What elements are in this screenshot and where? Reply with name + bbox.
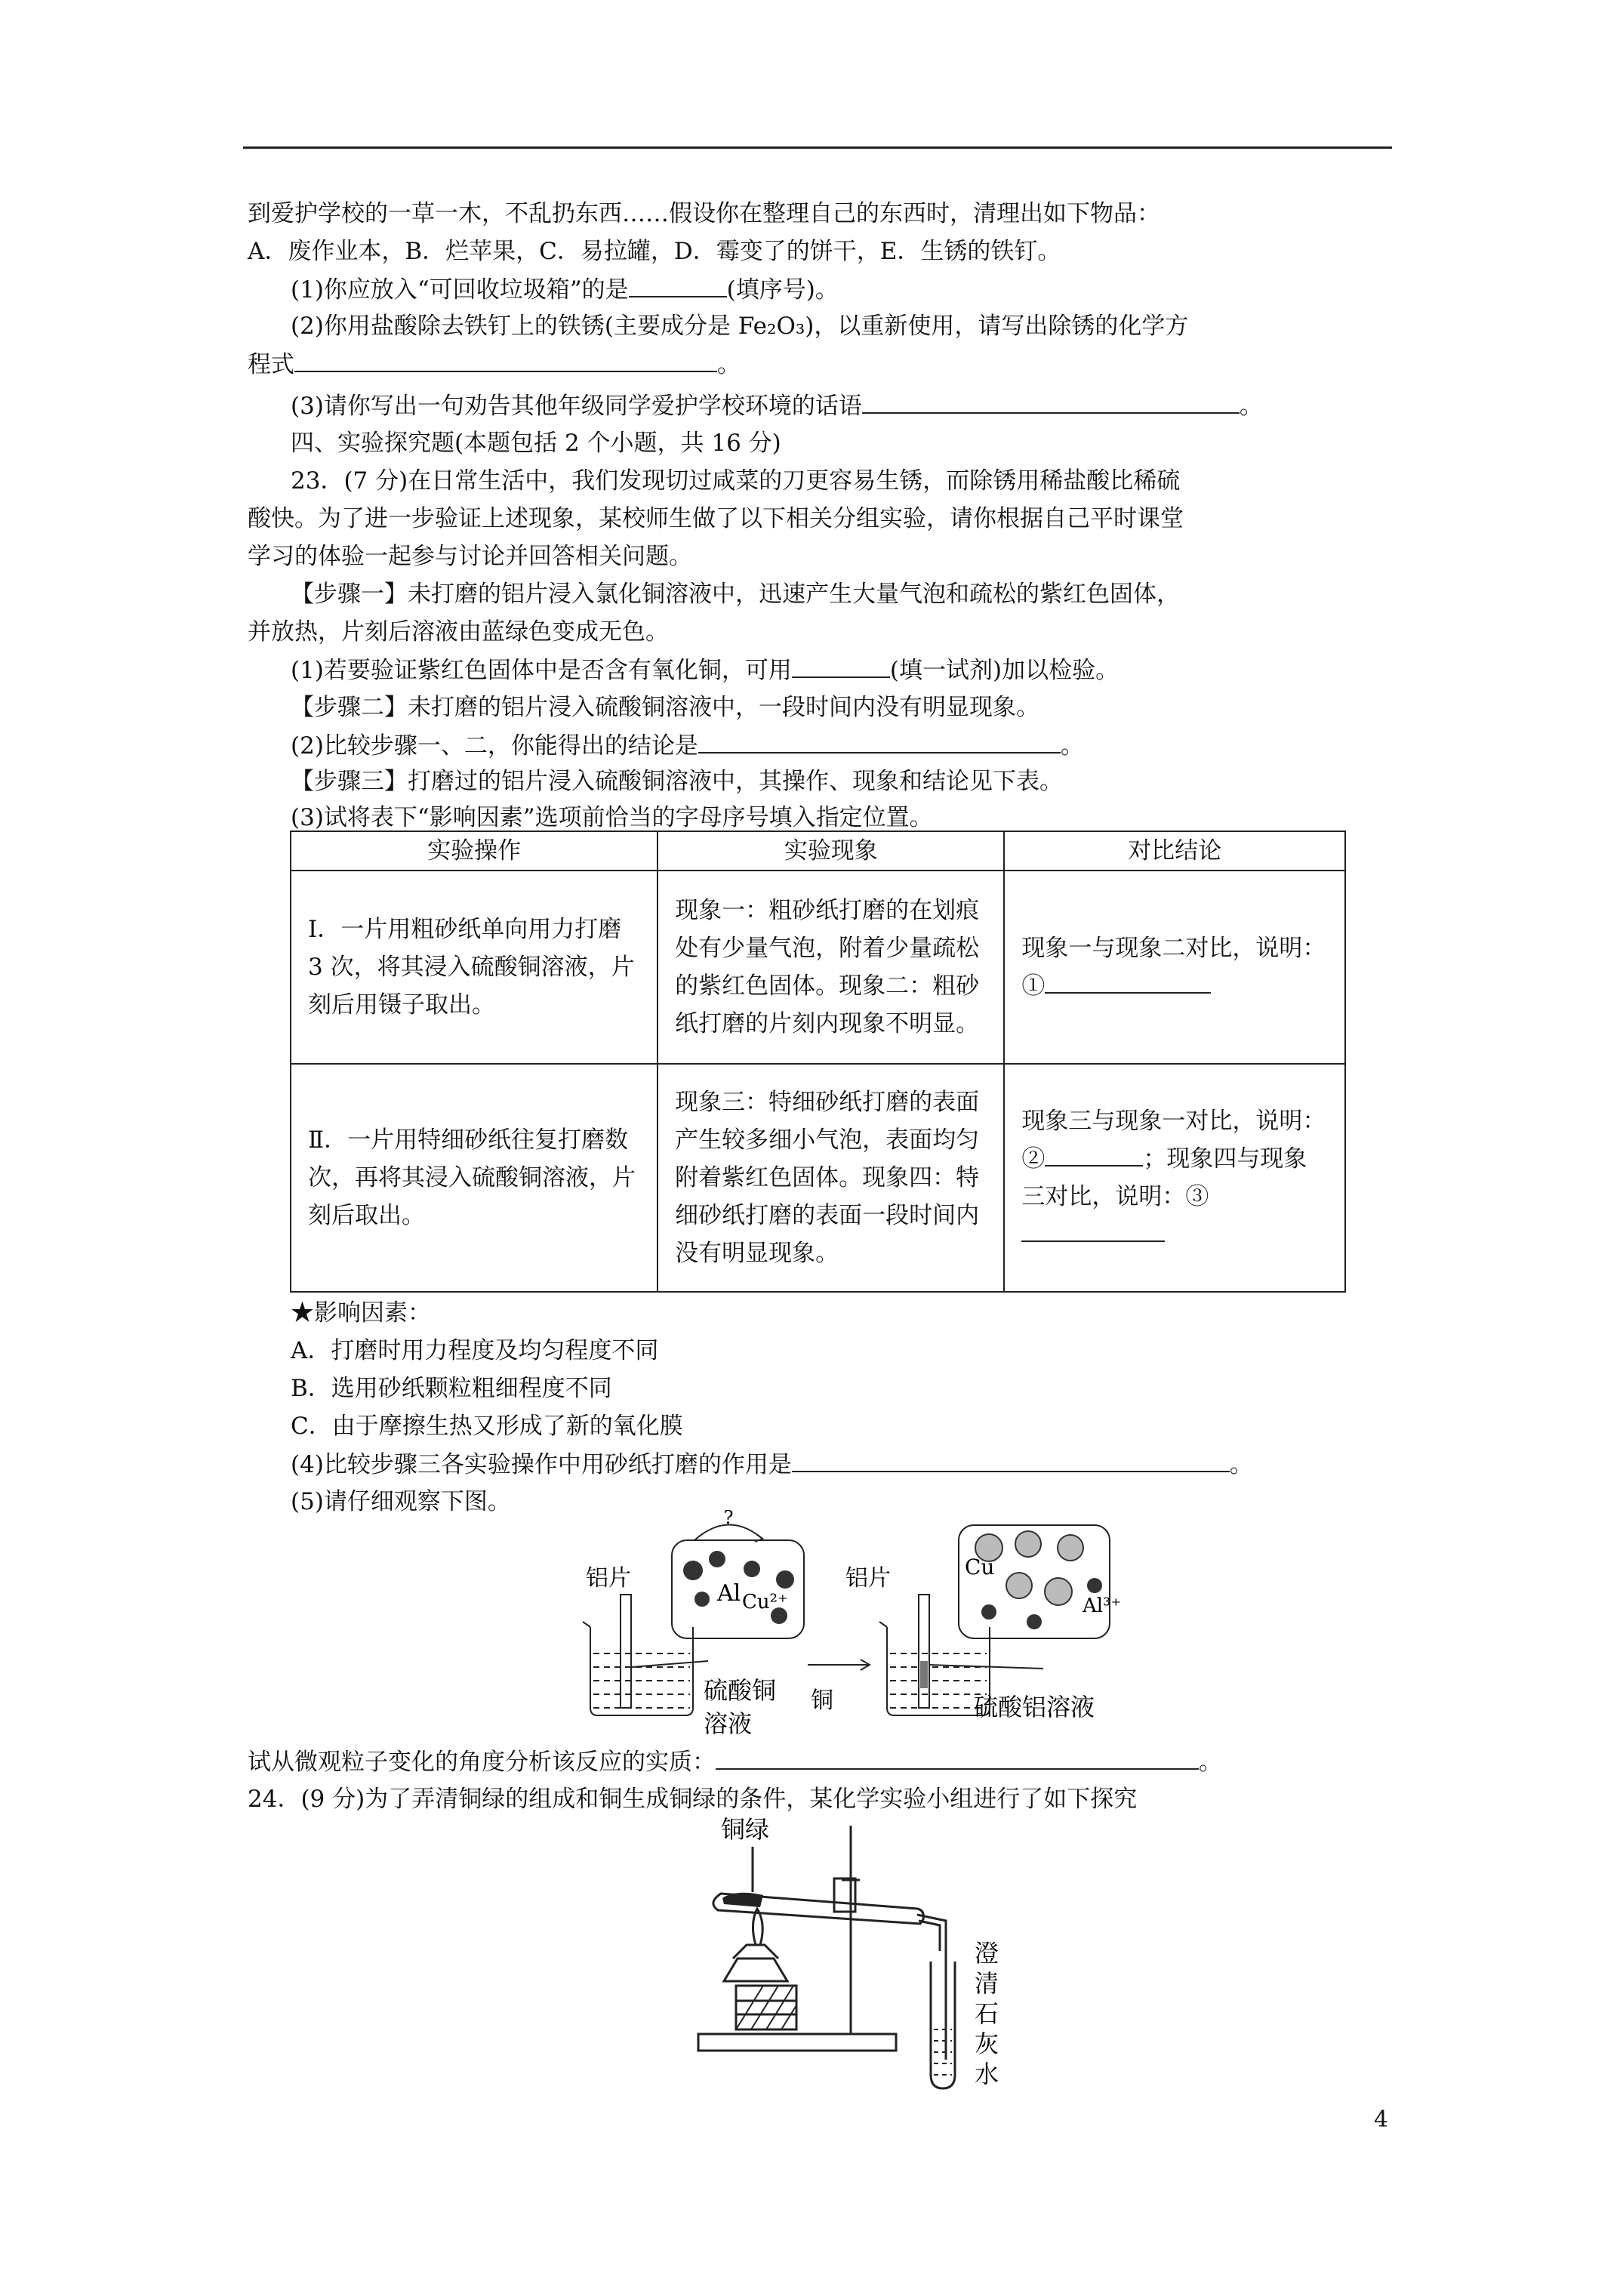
factors-heading: ★影响因素： [291,1299,431,1327]
section-heading: 四、实验探究题(本题包括 2 个小题，共 16 分) [291,430,781,457]
table-header: 实验操作 [291,831,658,871]
answer-blank[interactable] [792,654,890,678]
apparatus-diagram [691,1811,1023,2097]
answer-blank[interactable] [1045,969,1211,994]
question-23-6: 试从微观粒子变化的角度分析该反应的实质： 。 [248,1746,1222,1778]
header-rule [243,146,1392,149]
question-1: (1)你应放入“可回收垃圾箱”的是 (填序号)。 [291,273,839,306]
factor-item: C．由于摩擦生热又形成了新的氧化膜 [291,1413,683,1440]
particle-label: Cu [965,1555,995,1579]
ion-label: Al [717,1580,741,1607]
answer-blank[interactable] [629,273,727,297]
table-cell: Ⅰ．一片用粗砂纸单向用力打磨 3 次，将其浸入硫酸铜溶液，片刻后用镊子取出。 [291,871,658,1064]
question-24: 24．(9 分)为了弄清铜绿的组成和铜生成铜绿的条件，某化学实验小组进行了如下探究 [248,1786,1138,1813]
answer-blank[interactable] [716,1746,1199,1770]
text-line: 酸快。为了进一步验证上述现象，某校师生做了以下相关分组实验，请你根据自己平时课堂 [248,505,1184,532]
table-header: 对比结论 [1004,831,1345,871]
text-line: 【步骤三】打磨过的铝片浸入硫酸铜溶液中，其操作、现象和结论见下表。 [291,768,1063,795]
text-line: 【步骤一】未打磨的铝片浸入氯化铜溶液中，迅速产生大量气泡和疏松的紫红色固体， [291,581,1180,608]
limewater-label: 灰 [975,2029,999,2058]
limewater-label: 澄 [975,1939,999,1968]
question-3: (3)请你写出一句劝告其他年级同学爱护学校环境的话语 。 [291,390,1263,422]
answer-blank[interactable] [698,729,1061,754]
aluminum-label: 铝片 [586,1565,631,1592]
table-row [291,871,1345,1064]
table-cell: Ⅱ．一片用特细砂纸往复打磨数次，再将其浸入硫酸铜溶液，片刻后取出。 [291,1064,658,1292]
question-23-2: (2)比较步骤一、二，你能得出的结论是 。 [291,729,1084,762]
text-line: 到爱护学校的一草一木，不乱扔东西……假设你在整理自己的东西时，清理出如下物品： [248,200,1160,227]
solution-label: 溶液 [704,1709,753,1737]
table-cell: 现象三：特细砂纸打磨的表面产生较多细小气泡，表面均匀附着紫红色固体。现象四：特细砂纸打磨的表面一段时间内没有明显现象。 [658,1064,1004,1292]
particle-label: Al³⁺ [1083,1595,1122,1617]
copper-label: 铜 [811,1687,833,1714]
page-number: 4 [1374,2106,1389,2133]
answer-blank[interactable] [862,390,1240,414]
ion-label: Cu²⁺ [742,1591,788,1613]
question-23-5: (5)请仔细观察下图。 [291,1488,511,1515]
solution-label: 硫酸铜 [704,1676,777,1705]
question-23-3: (3)试将表下“影响因素”选项前恰当的字母序号填入指定位置。 [291,804,933,831]
answer-blank[interactable] [1021,1218,1165,1242]
text-line: 学习的体验一起参与讨论并回答相关问题。 [248,543,692,570]
answer-blank[interactable] [792,1448,1230,1472]
answer-blank[interactable] [294,348,717,372]
question-23-4: (4)比较步骤三各实验操作中用砂纸打磨的作用是 。 [291,1448,1253,1481]
question-2-cont: 程式 。 [248,348,741,381]
limewater-label: 石 [975,1999,999,2028]
answer-blank[interactable] [1045,1142,1143,1166]
table-header: 实验现象 [658,831,1004,871]
table-cell: 现象三与现象一对比，说明：② ；现象四与现象三对比，说明：③ [1004,1064,1345,1292]
table-header-row [291,831,1345,871]
solution-label: 硫酸铝溶液 [974,1693,1095,1721]
text-line: 并放热，片刻后溶液由蓝绿色变成无色。 [248,618,669,646]
limewater-label: 清 [975,1969,999,1998]
reaction-diagram [581,1510,1125,1737]
table-cell: 现象一：粗砂纸打磨的在划痕处有少量气泡，附着少量疏松的紫红色固体。现象二：粗砂纸打磨的片刻内现象不明显。 [658,871,1004,1064]
question-2: (2)你用盐酸除去铁钉上的铁锈(主要成分是 Fe₂O₃)，以重新使用，请写出除锈的化学方 [291,313,1189,340]
factor-item: B．选用砂纸颗粒粗细程度不同 [291,1375,612,1402]
question-23-1: (1)若要验证紫红色固体中是否含有氧化铜，可用 (填一试剂)加以检验。 [291,654,1119,686]
malachite-label: 铜绿 [721,1815,770,1844]
limewater-label: 水 [975,2060,999,2088]
question-mark: ? [723,1510,734,1528]
text-line: 23．(7 分)在日常生活中，我们发现切过咸菜的刀更容易生锈，而除锈用稀盐酸比稀硫 [291,467,1181,495]
experiment-table [290,831,1346,1293]
text-line: 【步骤二】未打磨的铝片浸入硫酸铜溶液中，一段时间内没有明显现象。 [291,694,1039,721]
table-row [291,1064,1345,1292]
factor-item: A．打磨时用力程度及均匀程度不同 [291,1337,659,1364]
text-line: A．废作业本，B．烂苹果，C．易拉罐，D．霉变了的饼干，E．生锈的铁钉。 [248,238,1061,265]
aluminum-label: 铝片 [845,1565,891,1592]
table-cell: 现象一与现象二对比，说明：① [1004,871,1345,1064]
